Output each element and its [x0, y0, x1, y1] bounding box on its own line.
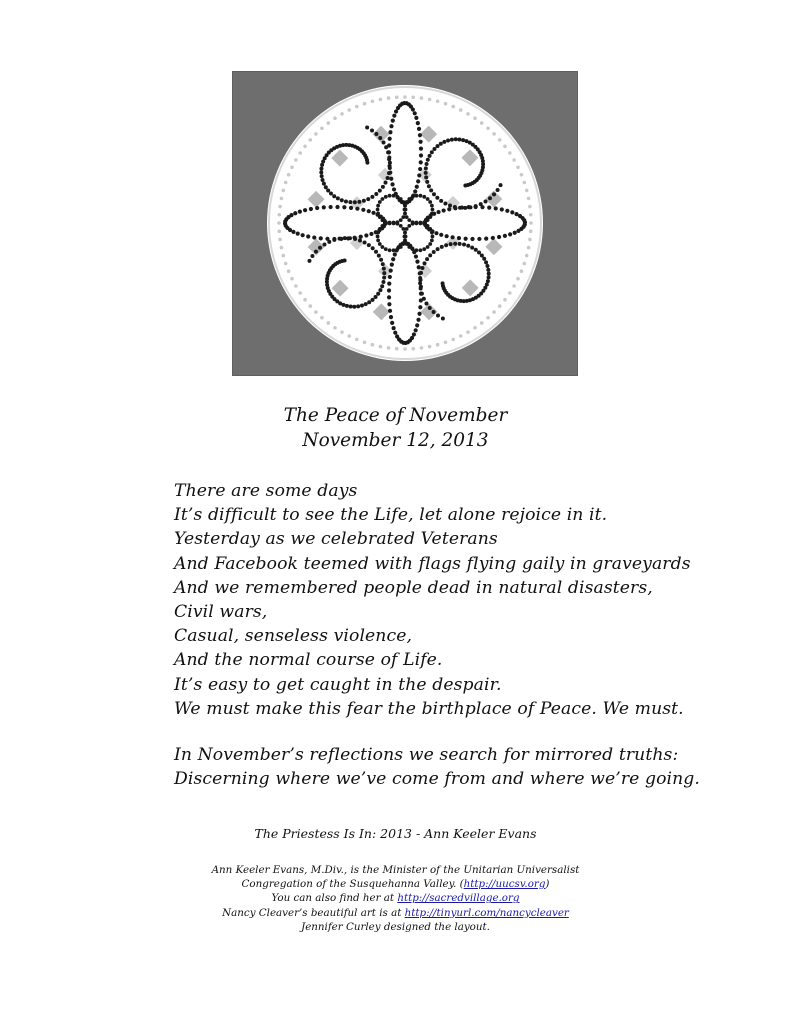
poem-stanza-2: [174, 743, 774, 791]
nancycleaver-link[interactable]: http://tinyurl.com/nancycleaver: [404, 906, 569, 919]
stanza-gap: [174, 721, 774, 743]
poem-title-block: [0, 403, 791, 453]
credit-congregation-close: ): [545, 878, 550, 891]
credit-minister: [0, 863, 791, 877]
credit-artist-text: Nancy Cleaver’s beautiful art is at: [222, 906, 405, 919]
poem-signature: The Priestess Is In: 2013 - Ann Keeler Evans: [254, 826, 537, 841]
uucsv-link[interactable]: http://uucsv.org: [463, 878, 546, 891]
poem-body: [174, 479, 774, 791]
poem-title: The Peace of November: [283, 405, 508, 426]
poem-line: In November’s reflections we search for mirrored truths:: [174, 745, 679, 766]
poem-line: Casual, senseless violence,: [174, 626, 413, 647]
poem-line: Yesterday as we celebrated Veterans: [174, 529, 498, 550]
poem-line: There are some days: [174, 481, 358, 501]
mandala-image: [232, 71, 578, 376]
credit-sacredvillage-text: You can also find her at: [271, 892, 398, 905]
poem-line: It’s easy to get caught in the despair.: [174, 674, 502, 695]
poem-line: And we remembered people dead in natural disasters,: [174, 577, 653, 598]
credit-congregation: [0, 877, 791, 891]
credit-sacredvillage: [0, 891, 791, 905]
poem-line: And the normal course of Life.: [174, 650, 443, 671]
poem-line: Discerning where we’ve come from and where we’re going.: [174, 769, 700, 790]
poem-line: We must make this fear the birthplace of Peace. We must.: [174, 698, 684, 719]
credit-artist: [0, 906, 791, 920]
credit-layout-text: Jennifer Curley designed the layout.: [301, 920, 490, 933]
poem-stanza-1: [174, 479, 774, 721]
mandala-artwork: [232, 71, 578, 376]
poem-line: And Facebook teemed with flags flying gaily in graveyards: [174, 553, 691, 574]
poem-line: It’s difficult to see the Life, let alone rejoice in it.: [174, 505, 608, 526]
poem-date: November 12, 2013: [302, 430, 489, 451]
credit-congregation-text: Congregation of the Susquehanna Valley. (: [241, 878, 464, 891]
poem-line: Civil wars,: [174, 602, 268, 623]
credits-block: [0, 863, 791, 934]
credit-layout: [0, 920, 791, 934]
credit-minister-text: Ann Keeler Evans, M.Div., is the Minister of the Unitarian Universalist: [211, 864, 580, 876]
sacredvillage-link[interactable]: http://sacredvillage.org: [397, 892, 520, 905]
